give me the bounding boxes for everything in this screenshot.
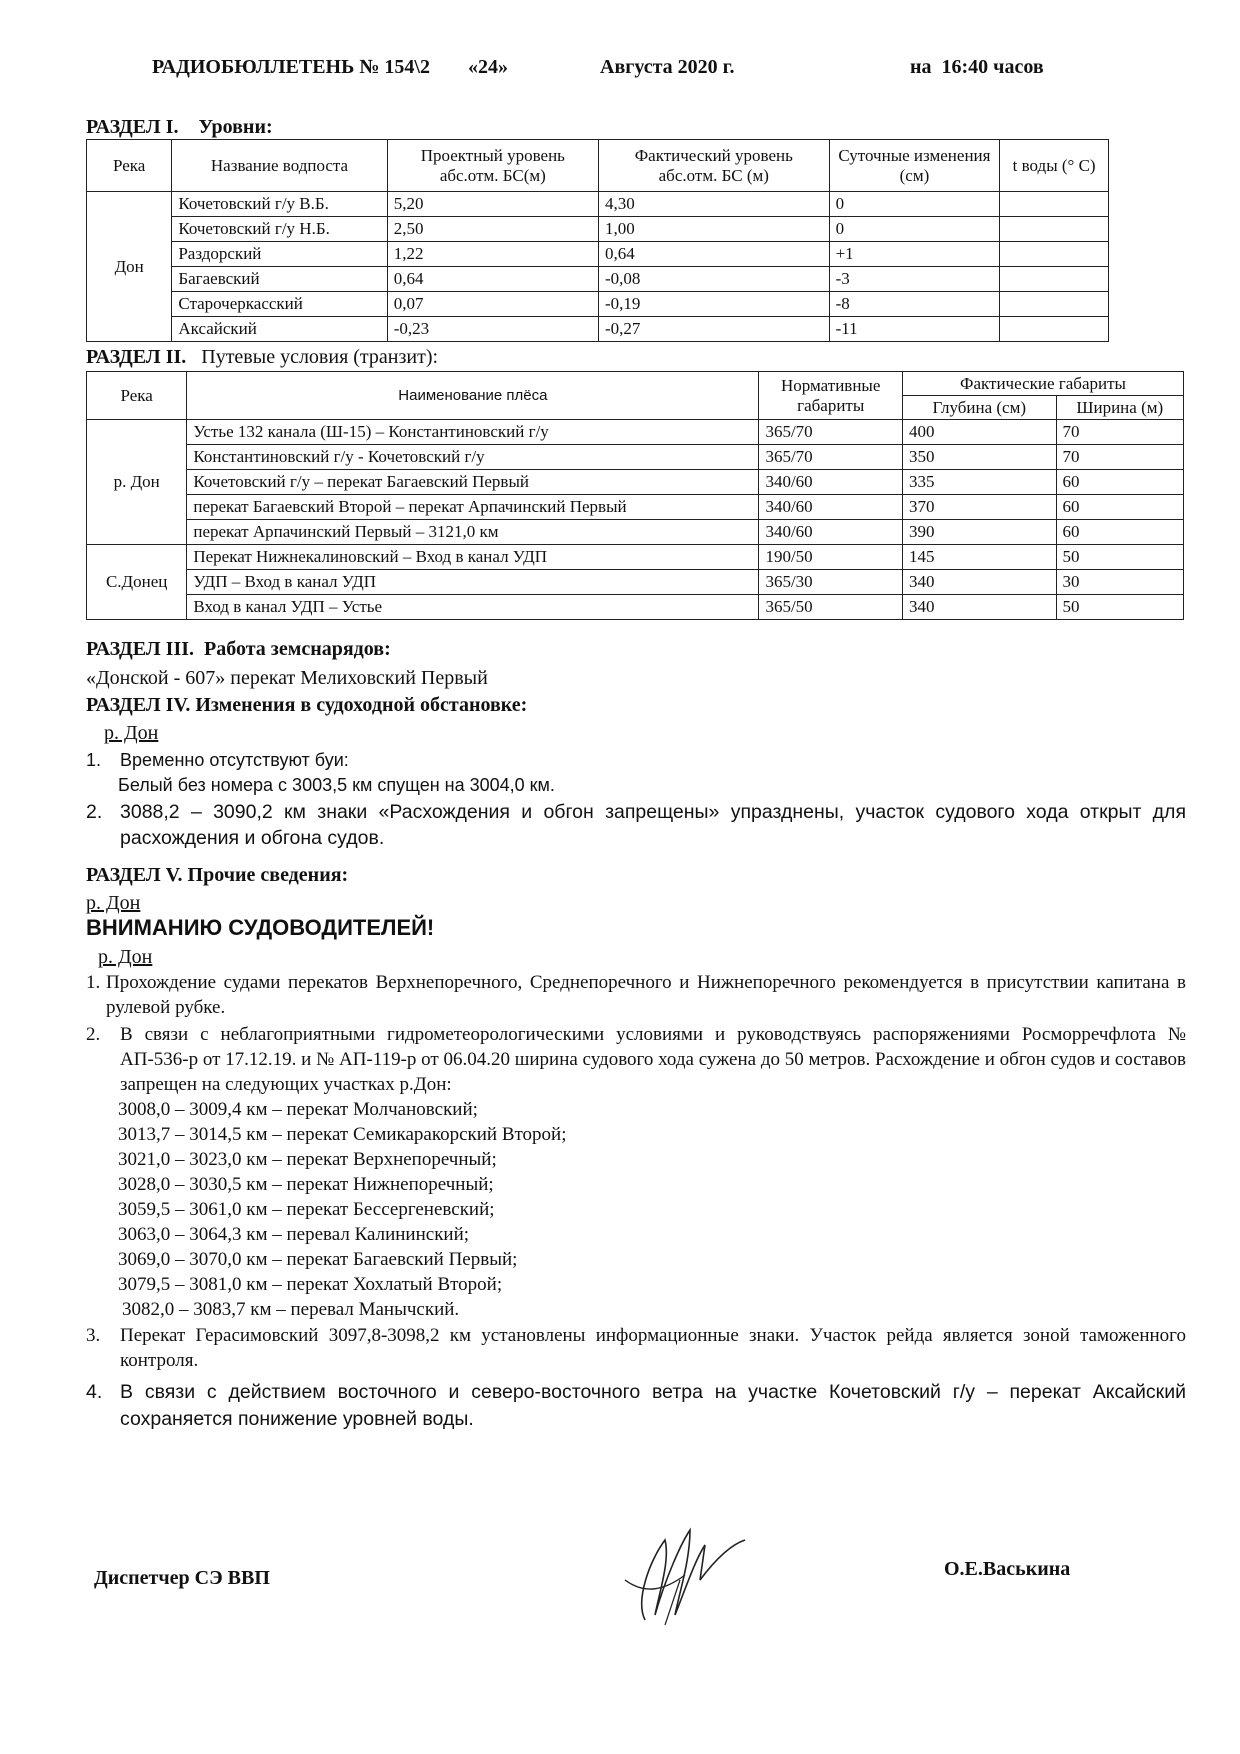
dispatcher-name: О.Е.Васькина bbox=[944, 1558, 1071, 1580]
col-design-level: Проектный уровень абс.отм. БС(м) bbox=[387, 140, 598, 192]
restricted-range: 3028,0 – 3030,5 км – перекат Нижнепоречный; bbox=[118, 1174, 494, 1195]
col-reach: Наименование плёса bbox=[187, 372, 759, 420]
col-width: Ширина (м) bbox=[1056, 396, 1184, 420]
table-row bbox=[87, 317, 1109, 342]
table-row bbox=[87, 520, 1184, 545]
section3-title: РАЗДЕЛ III. Работа земснарядов: bbox=[86, 638, 391, 660]
item-number: 2. bbox=[86, 801, 103, 823]
station-cell: Раздорский bbox=[172, 242, 387, 267]
section4-item1-sub: Белый без номера с 3003,5 км спущен на 3004,0 км. bbox=[118, 775, 555, 795]
restricted-range: 3059,5 – 3061,0 км – перекат Бессергеневский; bbox=[118, 1199, 495, 1220]
section1-title-number: РАЗДЕЛ I. bbox=[86, 116, 179, 138]
item-text: В связи с неблагоприятными гидрометеорологическими условиями и руководствуясь распоряжениями Росморречфлота № АП-536-р от 17.12.19. и № АП-119-р от 06.04.20 ширина судового хода сужена до 50 метров. Расхождение и обгон судов и составов запрещен на следующих участках р.Дон: bbox=[120, 1024, 1186, 1095]
attention-river: р. Дон bbox=[98, 946, 153, 968]
design-cell: 2,50 bbox=[387, 217, 598, 242]
section3-text: «Донской - 607» перекат Мелиховский Первый bbox=[86, 667, 488, 689]
restricted-range: 3082,0 – 3083,7 км – перевал Манычский. bbox=[122, 1299, 460, 1320]
transit-table-header-top bbox=[87, 372, 1184, 396]
item-number: 1. bbox=[86, 750, 102, 770]
design-cell: 5,20 bbox=[387, 192, 598, 217]
bulletin-month-year: Августа 2020 г. bbox=[600, 56, 735, 78]
norm-cell: 340/60 bbox=[759, 520, 903, 545]
temp-cell bbox=[1000, 292, 1109, 317]
norm-cell: 365/70 bbox=[759, 445, 903, 470]
width-cell: 60 bbox=[1056, 470, 1184, 495]
restricted-range: 3079,5 – 3081,0 км – перекат Хохлатый Второй; bbox=[118, 1274, 503, 1295]
levels-table bbox=[86, 139, 1109, 342]
attention-item4 bbox=[86, 1379, 1186, 1433]
design-cell: -0,23 bbox=[387, 317, 598, 342]
reach-cell: УДП – Вход в канал УДП bbox=[187, 570, 759, 595]
temp-cell bbox=[1000, 242, 1109, 267]
reach-cell: Кочетовский г/у – перекат Багаевский Первый bbox=[187, 470, 759, 495]
restricted-range: 3008,0 – 3009,4 км – перекат Молчановский; bbox=[118, 1099, 478, 1120]
change-cell: 0 bbox=[829, 192, 1000, 217]
table-row bbox=[87, 420, 1184, 445]
section5-river: р. Дон bbox=[86, 892, 141, 914]
river-cell: Дон bbox=[87, 192, 172, 342]
actual-cell: 4,30 bbox=[598, 192, 829, 217]
temp-cell bbox=[1000, 192, 1109, 217]
width-cell: 50 bbox=[1056, 545, 1184, 570]
depth-cell: 370 bbox=[902, 495, 1056, 520]
table-row bbox=[87, 470, 1184, 495]
station-cell: Аксайский bbox=[172, 317, 387, 342]
width-cell: 30 bbox=[1056, 570, 1184, 595]
actual-cell: -0,19 bbox=[598, 292, 829, 317]
bulletin-time: на 16:40 часов bbox=[910, 56, 1044, 78]
depth-cell: 335 bbox=[902, 470, 1056, 495]
change-cell: 0 bbox=[829, 217, 1000, 242]
depth-cell: 145 bbox=[902, 545, 1056, 570]
table-row bbox=[87, 267, 1109, 292]
table-row bbox=[87, 570, 1184, 595]
table-row bbox=[87, 217, 1109, 242]
col-river: Река bbox=[87, 372, 187, 420]
width-cell: 60 bbox=[1056, 520, 1184, 545]
change-cell: -3 bbox=[829, 267, 1000, 292]
norm-cell: 365/50 bbox=[759, 595, 903, 620]
change-cell: -11 bbox=[829, 317, 1000, 342]
table-row bbox=[87, 445, 1184, 470]
norm-cell: 365/70 bbox=[759, 420, 903, 445]
attention-item3 bbox=[86, 1323, 1186, 1373]
width-cell: 60 bbox=[1056, 495, 1184, 520]
actual-cell: 0,64 bbox=[598, 242, 829, 267]
attention-item1 bbox=[86, 970, 1186, 1020]
temp-cell bbox=[1000, 317, 1109, 342]
table-row bbox=[87, 192, 1109, 217]
transit-table bbox=[86, 371, 1184, 620]
actual-cell: -0,27 bbox=[598, 317, 829, 342]
table-row bbox=[87, 545, 1184, 570]
section5-title: РАЗДЕЛ V. Прочие сведения: bbox=[86, 864, 349, 886]
temp-cell bbox=[1000, 267, 1109, 292]
restricted-range: 3021,0 – 3023,0 км – перекат Верхнепоречный; bbox=[118, 1149, 497, 1170]
signature-image bbox=[605, 1520, 755, 1630]
table-row bbox=[87, 595, 1184, 620]
design-cell: 1,22 bbox=[387, 242, 598, 267]
depth-cell: 340 bbox=[902, 570, 1056, 595]
item-text: 3088,2 – 3090,2 км знаки «Расхождения и обгон запрещены» упразднены, участок судового хода открыт для расхождения и обгона судов. bbox=[120, 801, 1186, 849]
design-cell: 0,07 bbox=[387, 292, 598, 317]
table-row bbox=[87, 242, 1109, 267]
item-text: Прохождение судами перекатов Верхнепоречного, Среднепоречного и Нижнепоречного рекомендуется в присутствии капитана в рулевой рубке. bbox=[106, 972, 1186, 1018]
col-actual: Фактические габариты bbox=[902, 372, 1183, 396]
norm-cell: 340/60 bbox=[759, 470, 903, 495]
river-cell: р. Дон bbox=[87, 420, 187, 545]
depth-cell: 390 bbox=[902, 520, 1056, 545]
dispatcher-position: Диспетчер СЭ ВВП bbox=[94, 1567, 270, 1589]
reach-cell: перекат Багаевский Второй – перекат Арпачинский Первый bbox=[187, 495, 759, 520]
section2-title-number: РАЗДЕЛ II. bbox=[86, 346, 187, 368]
restricted-range: 3063,0 – 3064,3 км – перевал Калининский; bbox=[118, 1224, 470, 1245]
col-daily-change: Суточные изменения (см) bbox=[829, 140, 1000, 192]
section4-title: РАЗДЕЛ IV. Изменения в судоходной обстановке: bbox=[86, 694, 528, 716]
width-cell: 70 bbox=[1056, 445, 1184, 470]
item-number: 1. bbox=[86, 972, 101, 993]
change-cell: -8 bbox=[829, 292, 1000, 317]
reach-cell: Константиновский г/у - Кочетовский г/у bbox=[187, 445, 759, 470]
section1-title bbox=[86, 116, 273, 139]
item-number: 3. bbox=[86, 1325, 101, 1346]
col-depth: Глубина (см) bbox=[902, 396, 1056, 420]
section4-item1 bbox=[86, 748, 349, 773]
bulletin-day: «24» bbox=[468, 56, 508, 78]
attention-item2 bbox=[86, 1022, 1186, 1097]
actual-cell: -0,08 bbox=[598, 267, 829, 292]
depth-cell: 340 bbox=[902, 595, 1056, 620]
col-water-temp: t воды (° С) bbox=[1000, 140, 1109, 192]
col-river: Река bbox=[87, 140, 172, 192]
station-cell: Старочеркасский bbox=[172, 292, 387, 317]
section2-title bbox=[86, 346, 438, 369]
restricted-range: 3069,0 – 3070,0 км – перекат Багаевский Первый; bbox=[118, 1249, 518, 1270]
col-norm: Нормативные габариты bbox=[759, 372, 903, 420]
col-actual-level: Фактический уровень абс.отм. БС (м) bbox=[598, 140, 829, 192]
bulletin-title: РАДИОБЮЛЛЕТЕНЬ № 154\2 bbox=[152, 56, 430, 78]
width-cell: 50 bbox=[1056, 595, 1184, 620]
reach-cell: перекат Арпачинский Первый – 3121,0 км bbox=[187, 520, 759, 545]
section4-item2 bbox=[86, 799, 1186, 851]
item-text: Перекат Герасимовский 3097,8-3098,2 км установлены информационные знаки. Участок рейда является зоной таможенного контроля. bbox=[120, 1325, 1186, 1371]
width-cell: 70 bbox=[1056, 420, 1184, 445]
section1-title-label: Уровни: bbox=[198, 116, 273, 138]
reach-cell: Устье 132 канала (Ш-15) – Константиновский г/у bbox=[187, 420, 759, 445]
station-cell: Кочетовский г/у В.Б. bbox=[172, 192, 387, 217]
table-row bbox=[87, 292, 1109, 317]
section2-title-label: Путевые условия (транзит): bbox=[201, 346, 439, 368]
depth-cell: 350 bbox=[902, 445, 1056, 470]
section4-river: р. Дон bbox=[104, 722, 159, 744]
item-number: 2. bbox=[86, 1024, 101, 1045]
temp-cell bbox=[1000, 217, 1109, 242]
norm-cell: 365/30 bbox=[759, 570, 903, 595]
station-cell: Багаевский bbox=[172, 267, 387, 292]
depth-cell: 400 bbox=[902, 420, 1056, 445]
table-row bbox=[87, 495, 1184, 520]
levels-table-header bbox=[87, 140, 1109, 192]
design-cell: 0,64 bbox=[387, 267, 598, 292]
change-cell: +1 bbox=[829, 242, 1000, 267]
norm-cell: 190/50 bbox=[759, 545, 903, 570]
attention-title: ВНИМАНИЮ СУДОВОДИТЕЛЕЙ! bbox=[86, 915, 435, 940]
reach-cell: Вход в канал УДП – Устье bbox=[187, 595, 759, 620]
item-text: В связи с действием восточного и северо-восточного ветра на участке Кочетовский г/у – перекат Аксайский сохраняется понижение уровней воды. bbox=[120, 1381, 1186, 1430]
item-text: Временно отсутствуют буи: bbox=[120, 750, 349, 770]
item-number: 4. bbox=[86, 1381, 103, 1403]
river-cell: С.Донец bbox=[87, 545, 187, 620]
station-cell: Кочетовский г/у Н.Б. bbox=[172, 217, 387, 242]
reach-cell: Перекат Нижнекалиновский – Вход в канал УДП bbox=[187, 545, 759, 570]
restricted-range: 3013,7 – 3014,5 км – перекат Семикаракорский Второй; bbox=[118, 1124, 567, 1145]
norm-cell: 340/60 bbox=[759, 495, 903, 520]
col-station: Название водпоста bbox=[172, 140, 387, 192]
actual-cell: 1,00 bbox=[598, 217, 829, 242]
